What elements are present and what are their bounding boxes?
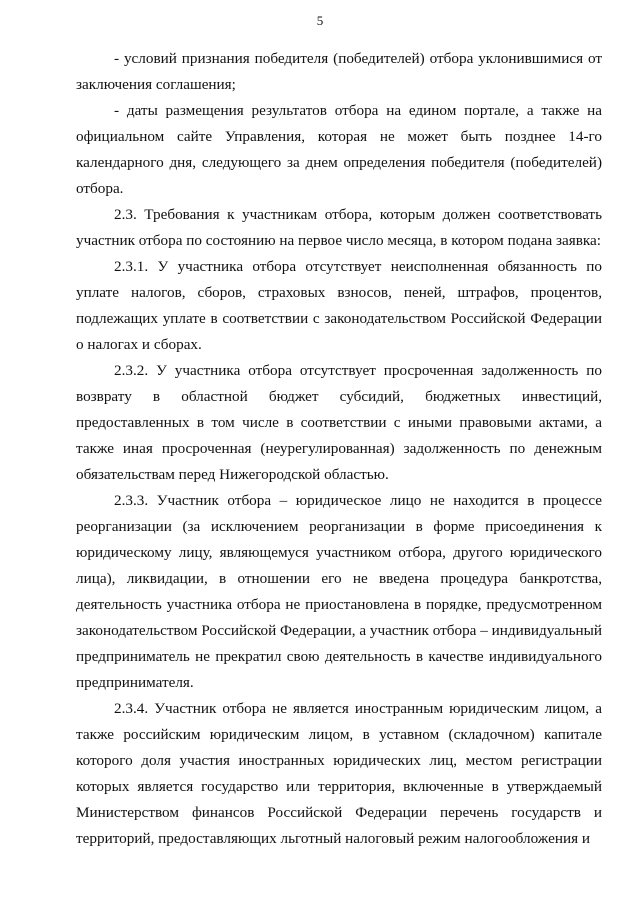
paragraph-not-foreign-entity: 2.3.4. Участник отбора не является иностранным юридическим лицом, а также российским юридическим лицом, в уставном (складочном) капитале которого доля участия иностранных юридических лиц, местом регистрации которых является государство или территория, включенные в утверждаемый Министерством финансов Российской Федерации перечень государств и территорий, предоставляющих льготный налоговый режим налогообложения и bbox=[76, 700, 602, 847]
document-body bbox=[76, 46, 602, 852]
paragraph-no-reorganization: 2.3.3. Участник отбора – юридическое лицо не находится в процессе реорганизации (за исключением реорганизации в форме присоединения к юридическому лицу, являющемуся участником отбора, другого юридического лица), ликвидации, в отношении его не введена процедура банкротства, деятельность участника отбора не приостановлена в порядке, предусмотренном законодательством Российской Федерации, а участник отбора – индивидуальный предприниматель не прекратил свою деятельность в качестве индивидуального предпринимателя. bbox=[76, 492, 602, 691]
paragraph-participant-requirements: 2.3. Требования к участникам отбора, которым должен соответствовать участник отбора по состоянию на первое число месяца, в котором подана заявка: bbox=[76, 206, 602, 249]
paragraph-results-posting-date: - даты размещения результатов отбора на едином портале, а также на официальном сайте Управления, которая не может быть позднее 14-го календарного дня, следующего за днем определения победителя (победителей) отбора. bbox=[76, 102, 602, 197]
page-number: 5 bbox=[316, 13, 324, 28]
paragraph-no-overdue-debt: 2.3.2. У участника отбора отсутствует просроченная задолженность по возврату в областной бюджет субсидий, бюджетных инвестиций, предоставленных в том числе в соответствии с иными правовыми актами, а также иная просроченная (неурегулированная) задолженность по денежным обязательствам перед Нижегородской областью. bbox=[76, 362, 602, 483]
paragraph-no-tax-obligations: 2.3.1. У участника отбора отсутствует неисполненная обязанность по уплате налогов, сборов, страховых взносов, пеней, штрафов, процентов, подлежащих уплате в соответствии с законодательством Российской Федерации о налогах и сборах. bbox=[76, 258, 602, 353]
paragraph-conditions-evasion: - условий признания победителя (победителей) отбора уклонившимися от заключения соглашения; bbox=[76, 50, 602, 93]
